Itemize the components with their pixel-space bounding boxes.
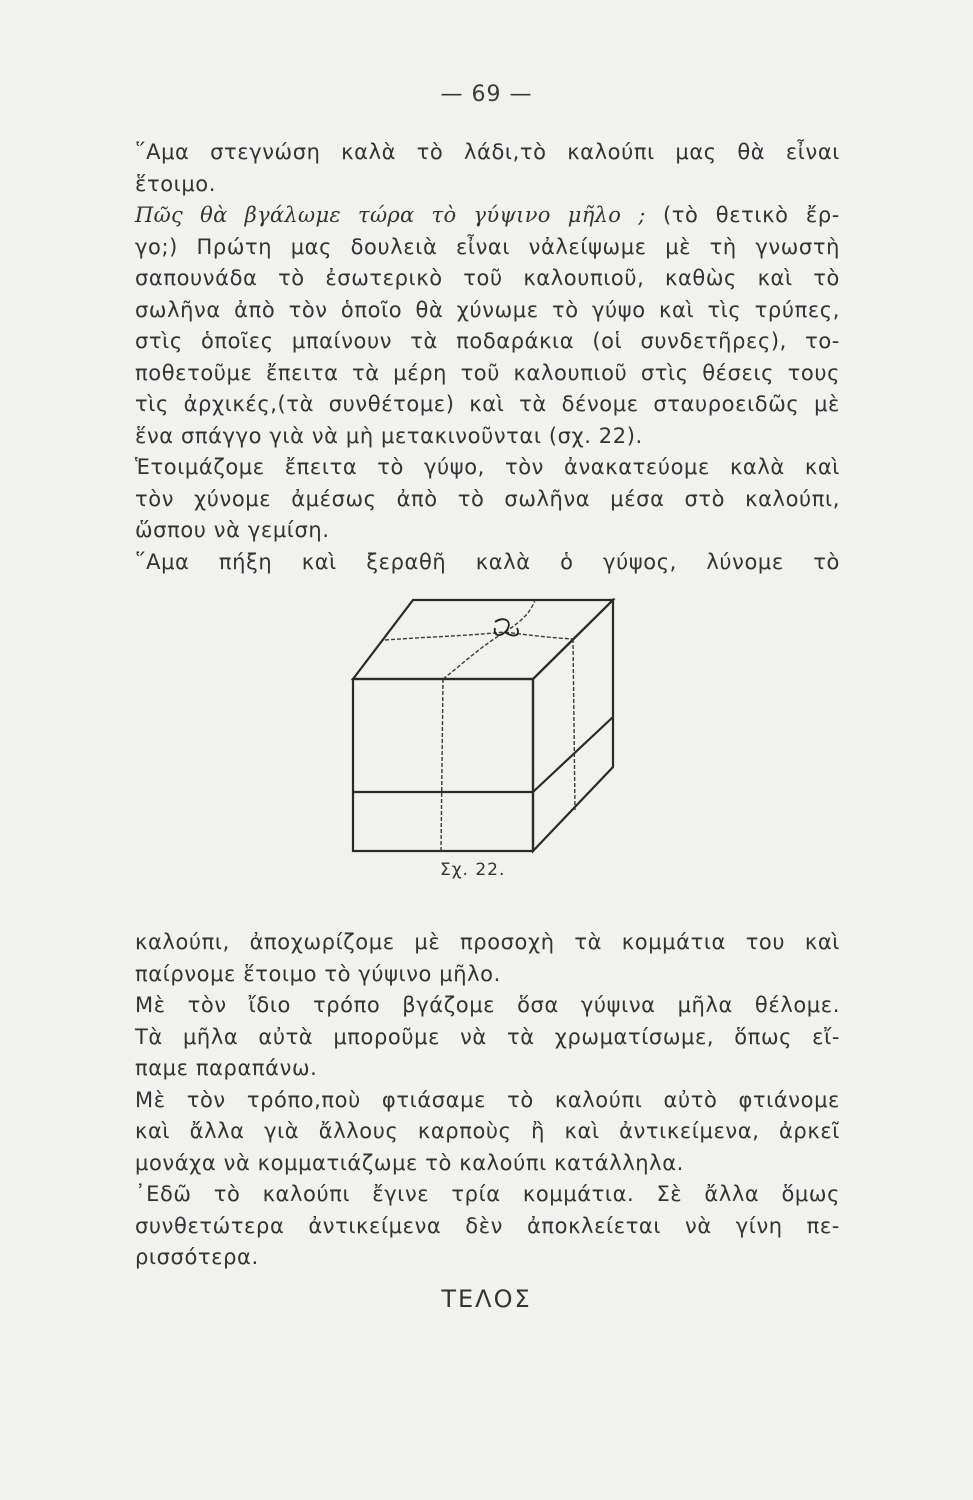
- text-line: [135, 1117, 840, 1145]
- text-line: [135, 201, 840, 229]
- line-text: γο;) Πρώτη μας δουλειὰ εἶναι νἀλείψωμε μὲ τὴ γνωστὴ: [135, 234, 840, 259]
- string-right: [573, 639, 575, 810]
- string-top-b: [505, 600, 535, 632]
- line-text: ποθετοῦμε ἔπειτα τὰ μέρη τοῦ καλουπιοῦ στὶς θέσεις τους: [135, 360, 840, 385]
- page-number: — 69 —: [440, 82, 533, 107]
- line-text: ᾿Εδῶ τὸ καλούπι ἔγινε τρία κομμάτια. Σὲ ἄλλα ὅμως: [135, 1182, 840, 1206]
- text-line: [135, 233, 840, 261]
- line-text: παίρνομε ἕτοιμο τὸ γύψινο μῆλο.: [135, 961, 501, 986]
- line-text: (τὸ θετικὸ ἔρ-: [645, 203, 840, 227]
- line-text: τὸν χύνομε ἀμέσως ἀπὸ τὸ σωλῆνα μέσα στὸ καλούπι,: [135, 486, 840, 511]
- line-text: συνθετώτερα ἀντικείμενα δὲν ἀποκλείεται νὰ γίνη πε-: [135, 1213, 840, 1238]
- text-line: [135, 327, 840, 355]
- line-text: σαπουνάδα τὸ ἐσωτερικὸ τοῦ καλουπιοῦ, καθὼς καὶ τὸ: [135, 266, 840, 290]
- line-text: ῞Αμα στεγνώση καλὰ τὸ λάδι,τὸ καλούπι μας θὰ εἶναι: [135, 140, 840, 164]
- line-text: Τὰ μῆλα αὐτὰ μποροῦμε νὰ τὰ χρωματίσωμε, ὅπως εἴ-: [135, 1024, 840, 1049]
- text-line: [135, 390, 840, 418]
- text-line: [135, 1212, 840, 1240]
- text-line: [135, 359, 840, 387]
- text-line: [135, 1180, 840, 1208]
- mould-figure: [345, 592, 625, 854]
- figure-caption: Σχ. 22.: [440, 860, 506, 880]
- line-text: ἕτοιμο.: [135, 171, 217, 196]
- line-text: ρισσότερα.: [135, 1245, 259, 1269]
- text-line: [135, 516, 840, 544]
- text-line: [135, 960, 840, 988]
- line-text: Μὲ τὸν τρόπο,ποὺ φτιάσαμε τὸ καλούπι αὐτὸ φτιάνομε: [135, 1087, 840, 1112]
- text-line: [135, 928, 840, 956]
- string-top-a: [443, 632, 505, 679]
- end-title: ΤΕΛΟΣ: [441, 1285, 532, 1313]
- line-text: τὶς ἀρχικές,(τὰ συνθέτομε) καὶ τὰ δένομε σταυροειδῶς μὲ: [135, 392, 840, 416]
- line-text: παμε παραπάνω.: [135, 1056, 318, 1080]
- text-line: [135, 485, 840, 513]
- line-text: καὶ ἄλλα γιὰ ἄλλους καρποὺς ἢ καὶ ἀντικείμενα, ἀρκεῖ: [135, 1119, 840, 1143]
- text-line: [135, 1023, 840, 1051]
- text-line: [135, 1243, 840, 1271]
- text-line: [135, 1054, 840, 1082]
- line-text: ὥσπου νὰ γεμίση.: [135, 518, 330, 542]
- text-line: [135, 991, 840, 1019]
- text-line: [135, 296, 840, 324]
- text-line: [135, 453, 840, 481]
- text-line: [135, 548, 840, 576]
- line-text: καλούπι, ἀποχωρίζομε μὲ προσοχὴ τὰ κομμάτια του καὶ: [135, 930, 840, 954]
- text-line: [135, 138, 840, 166]
- line-text: Μὲ τὸν ἴδιο τρόπο βγάζομε ὅσα γύψινα μῆλα θέλομε.: [135, 993, 840, 1017]
- text-line: [135, 422, 840, 450]
- text-line: [135, 1149, 840, 1177]
- right-face: [533, 600, 613, 851]
- line-text: στὶς ὁποῖες μπαίνουν τὰ ποδαράκια (οἱ συνδετῆρες), το-: [135, 329, 840, 353]
- text-line: [135, 170, 840, 198]
- line-text: σωλῆνα ἀπὸ τὸν ὁποῖο θὰ χύνωμε τὸ γύψο καὶ τὶς τρύπες,: [135, 297, 840, 322]
- text-line: [135, 264, 840, 292]
- line-text: μονάχα νὰ κομματιάζωμε τὸ καλούπι κατάλληλα.: [135, 1150, 684, 1175]
- line-text: ἕνα σπάγγο γιὰ νὰ μὴ μετακινοῦνται (σχ. 22).: [135, 423, 643, 448]
- line-text: ῞Αμα πήξη καὶ ξεραθῆ καλὰ ὁ γύψος, λύνομε τὸ: [135, 549, 840, 574]
- italic-heading: Πῶς θὰ βγάλωμε τώρα τὸ γύψινο μῆλο ;: [135, 203, 646, 227]
- text-line: [135, 1086, 840, 1114]
- string-front: [441, 679, 443, 851]
- string-top-c: [385, 632, 505, 640]
- line-text: Ἑτοιμάζομε ἔπειτα τὸ γύψο, τὸν ἀνακατεύομε καλὰ καὶ: [135, 455, 840, 479]
